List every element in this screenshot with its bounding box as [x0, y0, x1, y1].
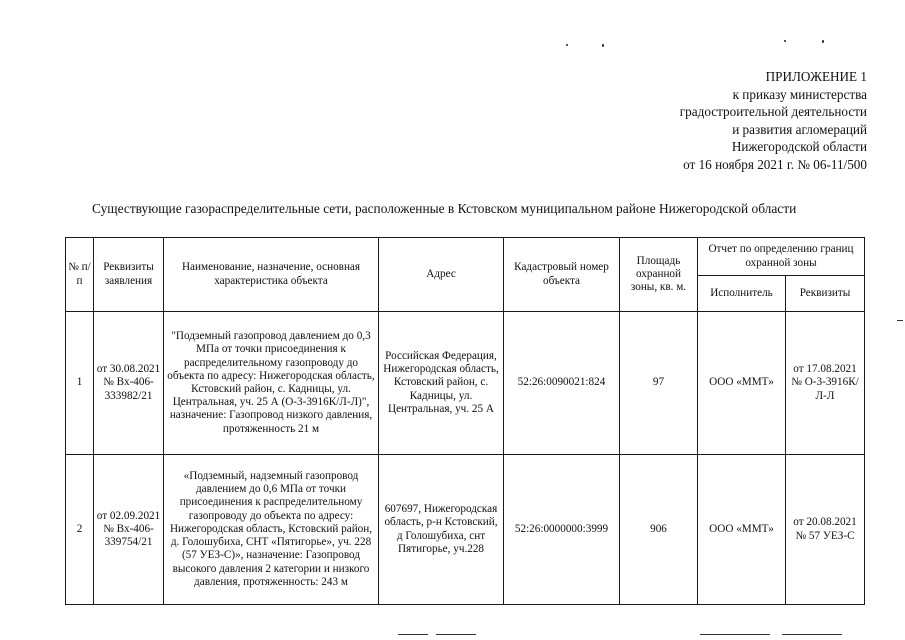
- cell-area: 906: [620, 455, 698, 605]
- cell-report-requisites: от 17.08.2021 № О-3-3916К/Л-Л: [786, 312, 865, 455]
- cell-executor: ООО «ММТ»: [698, 455, 786, 605]
- appendix-line: и развития агломераций: [732, 121, 867, 137]
- header-area: Площадь охранной зоны, кв. м.: [620, 238, 698, 312]
- scan-speck: [784, 40, 786, 42]
- cell-num: 1: [66, 312, 94, 455]
- cut-table-line: [436, 634, 476, 635]
- table-row: [66, 312, 865, 455]
- cell-num: 2: [66, 455, 94, 605]
- cell-cadastral: 52:26:0090021:824: [504, 312, 620, 455]
- appendix-line: Нижегородской области: [731, 139, 867, 155]
- scan-speck: [566, 44, 568, 46]
- table-row: [66, 455, 865, 605]
- gas-networks-table: [65, 237, 865, 605]
- cell-requisites: от 30.08.2021 № Вх-406-333982/21: [94, 312, 164, 455]
- cell-area: 97: [620, 312, 698, 455]
- header-report: Отчет по определению границ охранной зоны: [698, 238, 865, 276]
- cell-name: "Подземный газопровод давлением до 0,3 МПа от точки присоединения к распределительному газопроводу до объекта по адресу: Нижегородская область, Кстовский район, с. Кадницы, ул. Центральная, уч. 25 А (О-3-3916К/Л-Л)", назначение: Газопровод низкого давления, протяженность 21 м: [164, 312, 379, 455]
- scan-speck: [822, 40, 824, 43]
- cell-requisites: от 02.09.2021 № Вх-406-339754/21: [94, 455, 164, 605]
- scan-edge-mark: [897, 320, 903, 321]
- cell-name: «Подземный, надземный газопровод давлением до 0,6 МПа от точки присоединения к распределительному газопроводу до объекта по адресу: Нижегородская область, Кстовский район, д. Голошубиха, СНТ «Пятигорье», уч. 228 (57 УЕЗ-С)», назначение: Газопровод высокого давления 2 категории и низкого давления, протяженность: 243 м: [164, 455, 379, 605]
- cut-table-line: [398, 634, 428, 635]
- header-executor: Исполнитель: [698, 276, 786, 312]
- header-report-requisites: Реквизиты: [786, 276, 865, 312]
- cell-address: 607697, Нижегородская область, р-н Кстовский, д Голошубиха, снт Пятигорье, уч.228: [379, 455, 504, 605]
- header-requisites: Реквизиты заявления: [94, 238, 164, 312]
- cut-table-line: [782, 634, 842, 635]
- header-address: Адрес: [379, 238, 504, 312]
- cut-table-line: [700, 634, 770, 635]
- header-num: № п/п: [66, 238, 94, 312]
- appendix-line: градостроительной деятельности: [679, 104, 867, 120]
- header-cadastral: Кадастровый номер объекта: [504, 238, 620, 312]
- scan-speck: [602, 44, 604, 47]
- document-title: Существующие газораспределительные сети, расположенные в Кстовском муниципальном районе Нижегородской области: [92, 201, 797, 216]
- cell-address: Российская Федерация, Нижегородская область, Кстовский район, с. Кадницы, ул. Центральная, уч. 25 А: [379, 312, 504, 455]
- cell-cadastral: 52:26:0000000:3999: [504, 455, 620, 605]
- appendix-line: к приказу министерства: [732, 86, 867, 102]
- appendix-line: от 16 ноября 2021 г. № 06-11/500: [683, 156, 867, 172]
- appendix-header: [680, 68, 867, 174]
- cell-report-requisites: от 20.08.2021 № 57 УЕЗ-С: [786, 455, 865, 605]
- appendix-line: ПРИЛОЖЕНИЕ 1: [765, 69, 867, 84]
- header-name: Наименование, назначение, основная характеристика объекта: [164, 238, 379, 312]
- cell-executor: ООО «ММТ»: [698, 312, 786, 455]
